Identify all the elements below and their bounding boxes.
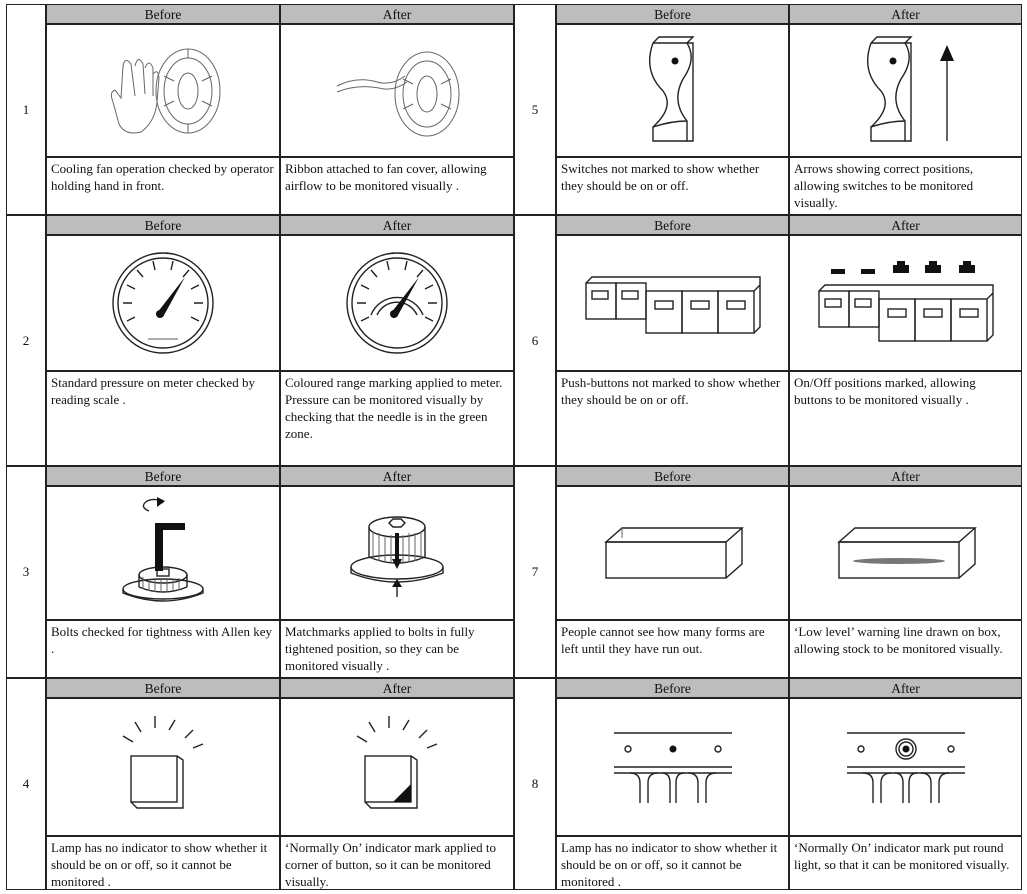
- after-header: After: [789, 215, 1022, 235]
- example-number: [514, 678, 556, 890]
- after-header: After: [789, 466, 1022, 486]
- before-caption: Cooling fan operation checked by operator holding hand in front.: [46, 157, 280, 215]
- after-caption: Arrows showing correct positions, allowing switches to be monitored visually.: [789, 157, 1022, 215]
- example-number: [6, 4, 46, 215]
- example-number-text: 6: [531, 332, 539, 348]
- table-row: [6, 678, 1022, 890]
- hand-near-fan-icon: [63, 36, 263, 146]
- panel-lamp-icon: [608, 727, 738, 807]
- before-header: Before: [46, 215, 280, 235]
- before-illustration: [46, 24, 280, 157]
- push-buttons-marked-icon: [811, 255, 1001, 351]
- example-number-text: 4: [22, 776, 30, 791]
- toggle-switch-icon: [613, 31, 733, 151]
- before-illustration: [46, 235, 280, 371]
- before-header: Before: [556, 678, 789, 698]
- after-header: After: [280, 215, 514, 235]
- before-illustration: [556, 235, 789, 371]
- example-number: [514, 215, 556, 466]
- after-caption: Matchmarks applied to bolts in fully tightened position, so they can be monitored visually .: [280, 620, 514, 678]
- after-caption: ‘Normally On’ indicator mark put round light, so that it can be monitored visually.: [789, 836, 1022, 890]
- after-illustration: [789, 698, 1022, 836]
- before-illustration: [46, 698, 280, 836]
- after-illustration: [789, 24, 1022, 157]
- example-number-text: 3: [22, 564, 30, 579]
- pressure-gauge-marked-icon: [337, 243, 457, 363]
- example-number-text: 5: [531, 101, 539, 117]
- after-illustration: [280, 235, 514, 371]
- after-caption: Ribbon attached to fan cover, allowing airflow to be monitored visually .: [280, 157, 514, 215]
- example-number-text: 7: [531, 564, 539, 579]
- before-illustration: [46, 486, 280, 620]
- example-number: [6, 215, 46, 466]
- after-illustration: [280, 698, 514, 836]
- example-number-text: 1: [22, 101, 30, 117]
- allen-key-bolt-icon: [103, 493, 223, 613]
- before-caption: Switches not marked to show whether they should be on or off.: [556, 157, 789, 215]
- push-buttons-icon: [578, 263, 768, 343]
- empty-box-icon: [598, 518, 748, 588]
- after-header: After: [280, 678, 514, 698]
- before-header: Before: [46, 678, 280, 698]
- after-header: After: [789, 4, 1022, 24]
- ribbon-on-fan-icon: [297, 36, 497, 146]
- example-number: [514, 466, 556, 678]
- visual-control-examples-table: [6, 4, 1022, 890]
- after-header: After: [280, 4, 514, 24]
- before-caption: Lamp has no indicator to show whether it should be on or off, so it cannot be monitored .: [46, 836, 280, 890]
- before-header: Before: [46, 4, 280, 24]
- example-number: [6, 466, 46, 678]
- pressure-gauge-icon: [103, 243, 223, 363]
- after-illustration: [789, 486, 1022, 620]
- example-number: [6, 678, 46, 890]
- after-caption: On/Off positions marked, allowing buttons to be monitored visually .: [789, 371, 1022, 466]
- panel-lamp-ringed-icon: [841, 727, 971, 807]
- example-number-text: 2: [22, 332, 30, 348]
- table-row: [6, 215, 1022, 466]
- toggle-switch-arrow-icon: [831, 31, 981, 151]
- example-number: [514, 4, 556, 215]
- before-caption: Lamp has no indicator to show whether it should be on or off, so it cannot be monitored .: [556, 836, 789, 890]
- before-caption: People cannot see how many forms are left until they have run out.: [556, 620, 789, 678]
- before-illustration: [556, 698, 789, 836]
- after-illustration: [280, 24, 514, 157]
- box-low-level-line-icon: [831, 518, 981, 588]
- before-caption: Bolts checked for tightness with Allen key .: [46, 620, 280, 678]
- before-header: Before: [556, 466, 789, 486]
- after-header: After: [280, 466, 514, 486]
- lamp-button-marked-icon: [337, 712, 457, 822]
- before-header: Before: [46, 466, 280, 486]
- after-illustration: [789, 235, 1022, 371]
- before-caption: Standard pressure on meter checked by reading scale .: [46, 371, 280, 466]
- after-header: After: [789, 678, 1022, 698]
- before-caption: Push-buttons not marked to show whether they should be on or off.: [556, 371, 789, 466]
- table-row: [6, 466, 1022, 678]
- before-illustration: [556, 486, 789, 620]
- before-header: Before: [556, 4, 789, 24]
- after-caption: Coloured range marking applied to meter. Pressure can be monitored visually by checking that the needle is in the green zone.: [280, 371, 514, 466]
- before-illustration: [556, 24, 789, 157]
- table-row: [6, 4, 1022, 215]
- example-number-text: 8: [531, 776, 539, 791]
- after-caption: ‘Normally On’ indicator mark applied to corner of button, so it can be monitored visually.: [280, 836, 514, 890]
- lamp-button-icon: [103, 712, 223, 822]
- after-illustration: [280, 486, 514, 620]
- after-caption: ‘Low level’ warning line drawn on box, allowing stock to be monitored visually.: [789, 620, 1022, 678]
- before-header: Before: [556, 215, 789, 235]
- bolt-matchmark-icon: [337, 493, 457, 613]
